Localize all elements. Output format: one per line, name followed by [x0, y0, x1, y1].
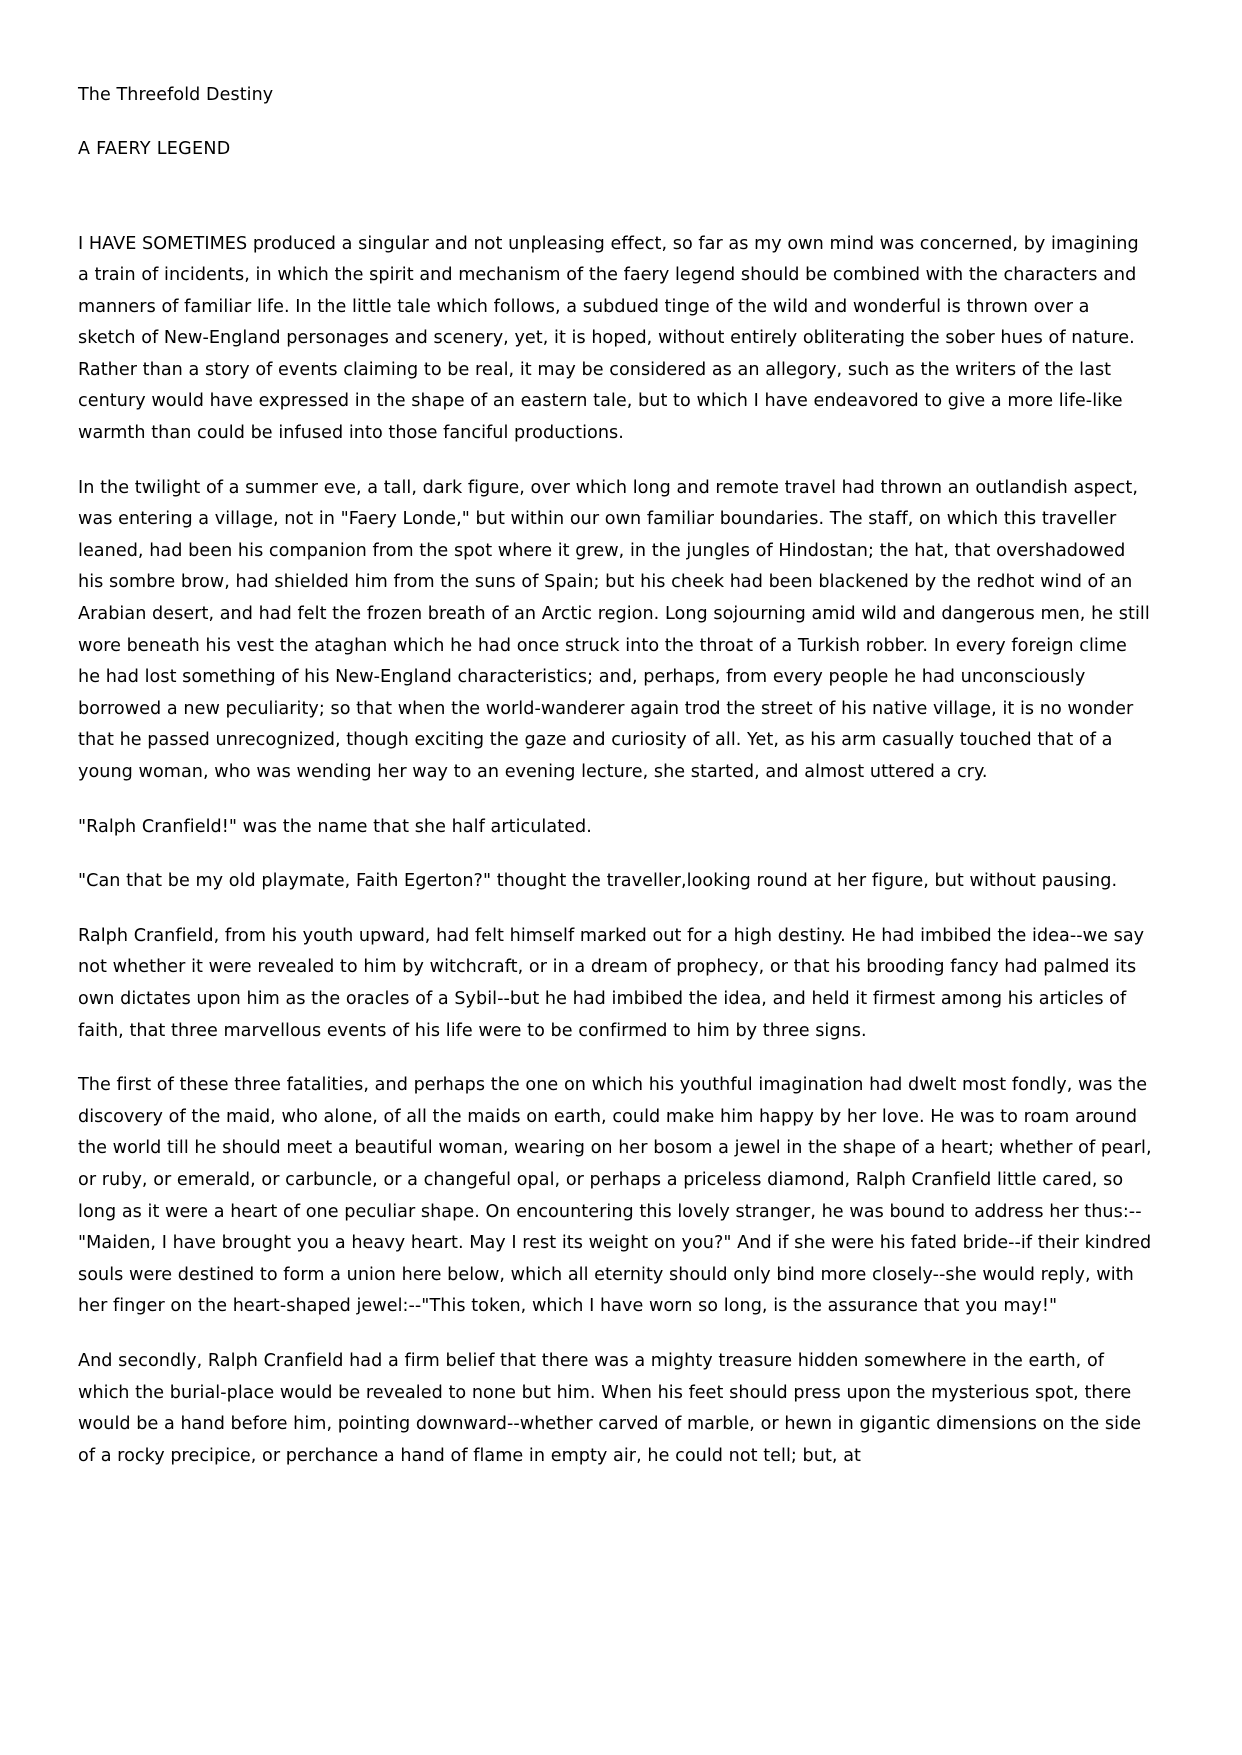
paragraph: In the twilight of a summer eve, a tall, dark figure, over which long and remote travel had thrown an outlandish aspect, was entering a village, not in "Faery Londe," but within our own familiar boundaries. The staff, on which this traveller leaned, had been his companion from the spot where it grew, in the jungles of Hindostan; the hat, that overshadowed his sombre brow, had shielded him from the suns of Spain; but his cheek had been blackened by the redhot wind of an Arabian desert, and had felt the frozen breath of an Arctic region. Long sojourning amid wild and dangerous men, he still wore beneath his vest the ataghan which he had once struck into the throat of a Turkish robber. In every foreign clime he had lost something of his New-England characteristics; and, perhaps, from every people he had unconsciously borrowed a new peculiarity; so that when the world-wanderer again trod the street of his native village, it is no wonder that he passed unrecognized, though exciting the gaze and curiosity of all. Yet, as his arm casually touched that of a young woman, who was wending her way to an evening lecture, she started, and almost uttered a cry.: [78, 477, 1150, 782]
document-title: The Threefold Destiny: [78, 85, 274, 105]
paragraph: "Can that be my old playmate, Faith Egerton?" thought the traveller,looking round at her figure, but without pausing.: [78, 871, 1118, 892]
paragraph: And secondly, Ralph Cranfield had a firm belief that there was a mighty treasure hidden somewhere in the earth, of which the burial-place would be revealed to none but him. When his feet should press upon the mysterious spot, there would be a hand before him, pointing downward--whether carved of marble, or hewn in gigantic dimensions on the side of a rocky precipice, or perchance a hand of flame in empty air, he could not tell; but, at: [78, 1350, 1142, 1466]
document-body: [78, 229, 1152, 1473]
paragraph: The first of these three fatalities, and perhaps the one on which his youthful imagination had dwelt most fondly, was the discovery of the maid, who alone, of all the maids on earth, could make him happy by her love. He was to roam around the world till he should meet a beautiful woman, wearing on her bosom a jewel in the shape of a heart; whether of pearl, or ruby, or emerald, or carbuncle, or a changeful opal, or perhaps a priceless diamond, Ralph Cranfield little cared, so long as it were a heart of one peculiar shape. On encountering this lovely stranger, he was bound to address her thus:--"Maiden, I have brought you a heavy heart. May I rest its weight on you?" And if she were his fated bride--if their kindred souls were destined to form a union here below, which all eternity should only bind more closely--she would reply, with her finger on the heart-shaped jewel:--"This token, which I have worn so long, is the assurance that you may!": [78, 1075, 1152, 1317]
paragraph: Ralph Cranfield, from his youth upward, had felt himself marked out for a high destiny. He had imbibed the idea--we say not whether it were revealed to him by witchcraft, or in a dream of prophecy, or that his brooding fancy had palmed its own dictates upon him as the oracles of a Sybil--but he had imbibed the idea, and held it firmest among his articles of faith, that three marvellous events of his life were to be confirmed to him by three signs.: [78, 925, 1145, 1041]
paragraph: I HAVE SOMETIMES produced a singular and not unpleasing effect, so far as my own mind was concerned, by imagining a train of incidents, in which the spirit and mechanism of the faery legend should be combined with the characters and manners of familiar life. In the little tale which follows, a subdued tinge of the wild and wonderful is thrown over a sketch of New-England personages and scenery, yet, it is hoped, without entirely obliterating the sober hues of nature. Rather than a story of events claiming to be real, it may be considered as an allegory, such as the writers of the last century would have expressed in the shape of an eastern tale, but to which I have endeavored to give a more life-like warmth than could be infused into those fanciful productions.: [78, 233, 1139, 444]
document-subtitle: A FAERY LEGEND: [78, 139, 231, 160]
paragraph: "Ralph Cranfield!" was the name that she half articulated.: [78, 816, 592, 837]
